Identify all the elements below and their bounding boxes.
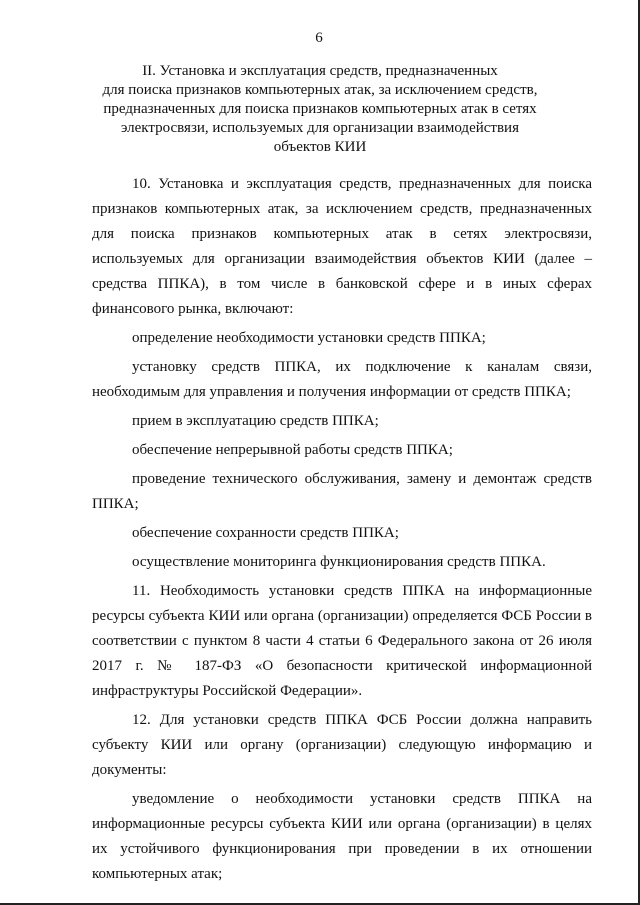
document-body <box>92 172 592 887</box>
heading-line: для поиска признаков компьютерных атак, за исключением средств, <box>102 82 538 98</box>
heading-line: II. Установка и эксплуатация средств, предназначенных <box>142 63 498 79</box>
list-item: уведомление о необходимости установки средств ППКА на информационные ресурсы субъекта КИИ или органа (организации) в целях их устойчивого функционирования при проведении в их отношении компьютерных атак; <box>92 791 592 882</box>
paragraph-12: 12. Для установки средств ППКА ФСБ России должна направить субъекту КИИ или органу (организации) следующую информацию и документы: <box>92 712 592 778</box>
paragraph-11: 11. Необходимость установки средств ППКА на информационные ресурсы субъекта КИИ или органа (организации) определяется ФСБ России в соответствии с пунктом 8 части 4 статьи 6 Федерального закона от 26 июля 2017 г. № 187-ФЗ «О безопасности критической информационной инфраструктуры Российской Федерации». <box>92 583 592 699</box>
heading-line: предназначенных для поиска признаков компьютерных атак в сетях <box>103 101 537 117</box>
list-item: осуществление мониторинга функционирования средств ППКА. <box>132 554 546 570</box>
list-item: прием в эксплуатацию средств ППКА; <box>132 413 379 429</box>
heading-line: электросвязи, используемых для организации взаимодействия <box>121 120 519 136</box>
section-heading <box>100 62 540 157</box>
list-item: обеспечение непрерывной работы средств ППКА; <box>132 442 453 458</box>
list-item: определение необходимости установки средств ППКА; <box>132 330 486 346</box>
paragraph-10: 10. Установка и эксплуатация средств, предназначенных для поиска признаков компьютерных атак, за исключением средств, предназначенных для поиска признаков компьютерных атак в сетях электросвязи, используемых для организации взаимодействия объектов КИИ (далее – средства ППКА), в том числе в банковской сфере и в иных сферах финансового рынка, включают: <box>92 176 592 317</box>
list-item: обеспечение сохранности средств ППКА; <box>132 525 399 541</box>
page-number: 6 <box>315 30 323 46</box>
list-item: проведение технического обслуживания, замену и демонтаж средств ППКА; <box>92 471 592 512</box>
heading-line: объектов КИИ <box>273 139 367 155</box>
list-item: установку средств ППКА, их подключение к каналам связи, необходимым для управления и получения информации от средств ППКА; <box>92 359 592 400</box>
